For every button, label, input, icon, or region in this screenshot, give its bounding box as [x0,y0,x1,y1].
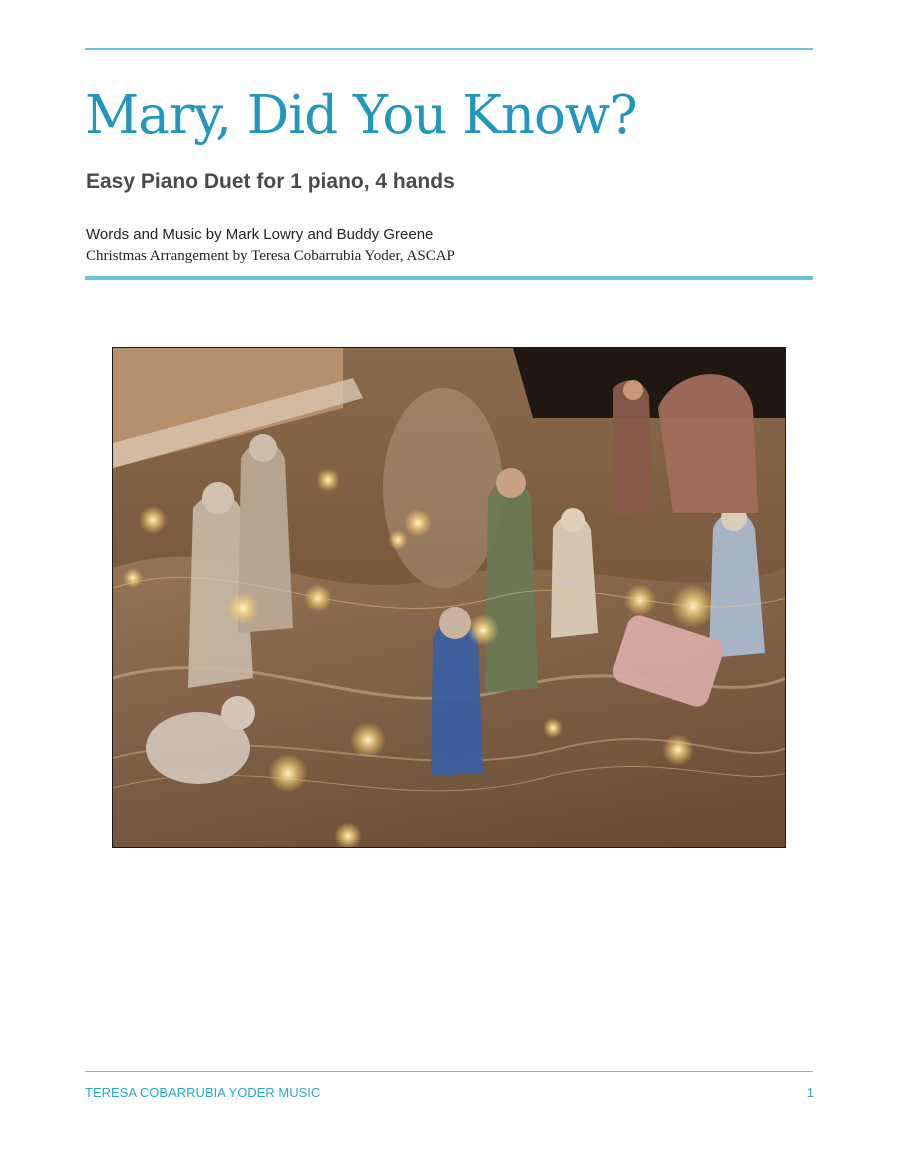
page-title: Mary, Did You Know? [85,85,637,146]
credit-words-music: Words and Music by Mark Lowry and Buddy Greene [86,226,434,243]
top-divider [85,48,813,50]
footer-publisher: TERESA COBARRUBIA YODER MUSIC [85,1085,321,1100]
footer-divider [85,1071,813,1072]
cover-photo [112,347,786,848]
header-divider [85,276,813,280]
nativity-scene-image [113,348,786,848]
page-number: 1 [806,1085,814,1100]
page-subtitle: Easy Piano Duet for 1 piano, 4 hands [86,170,455,193]
credit-arrangement: Christmas Arrangement by Teresa Cobarrubia Yoder, ASCAP [86,248,455,264]
